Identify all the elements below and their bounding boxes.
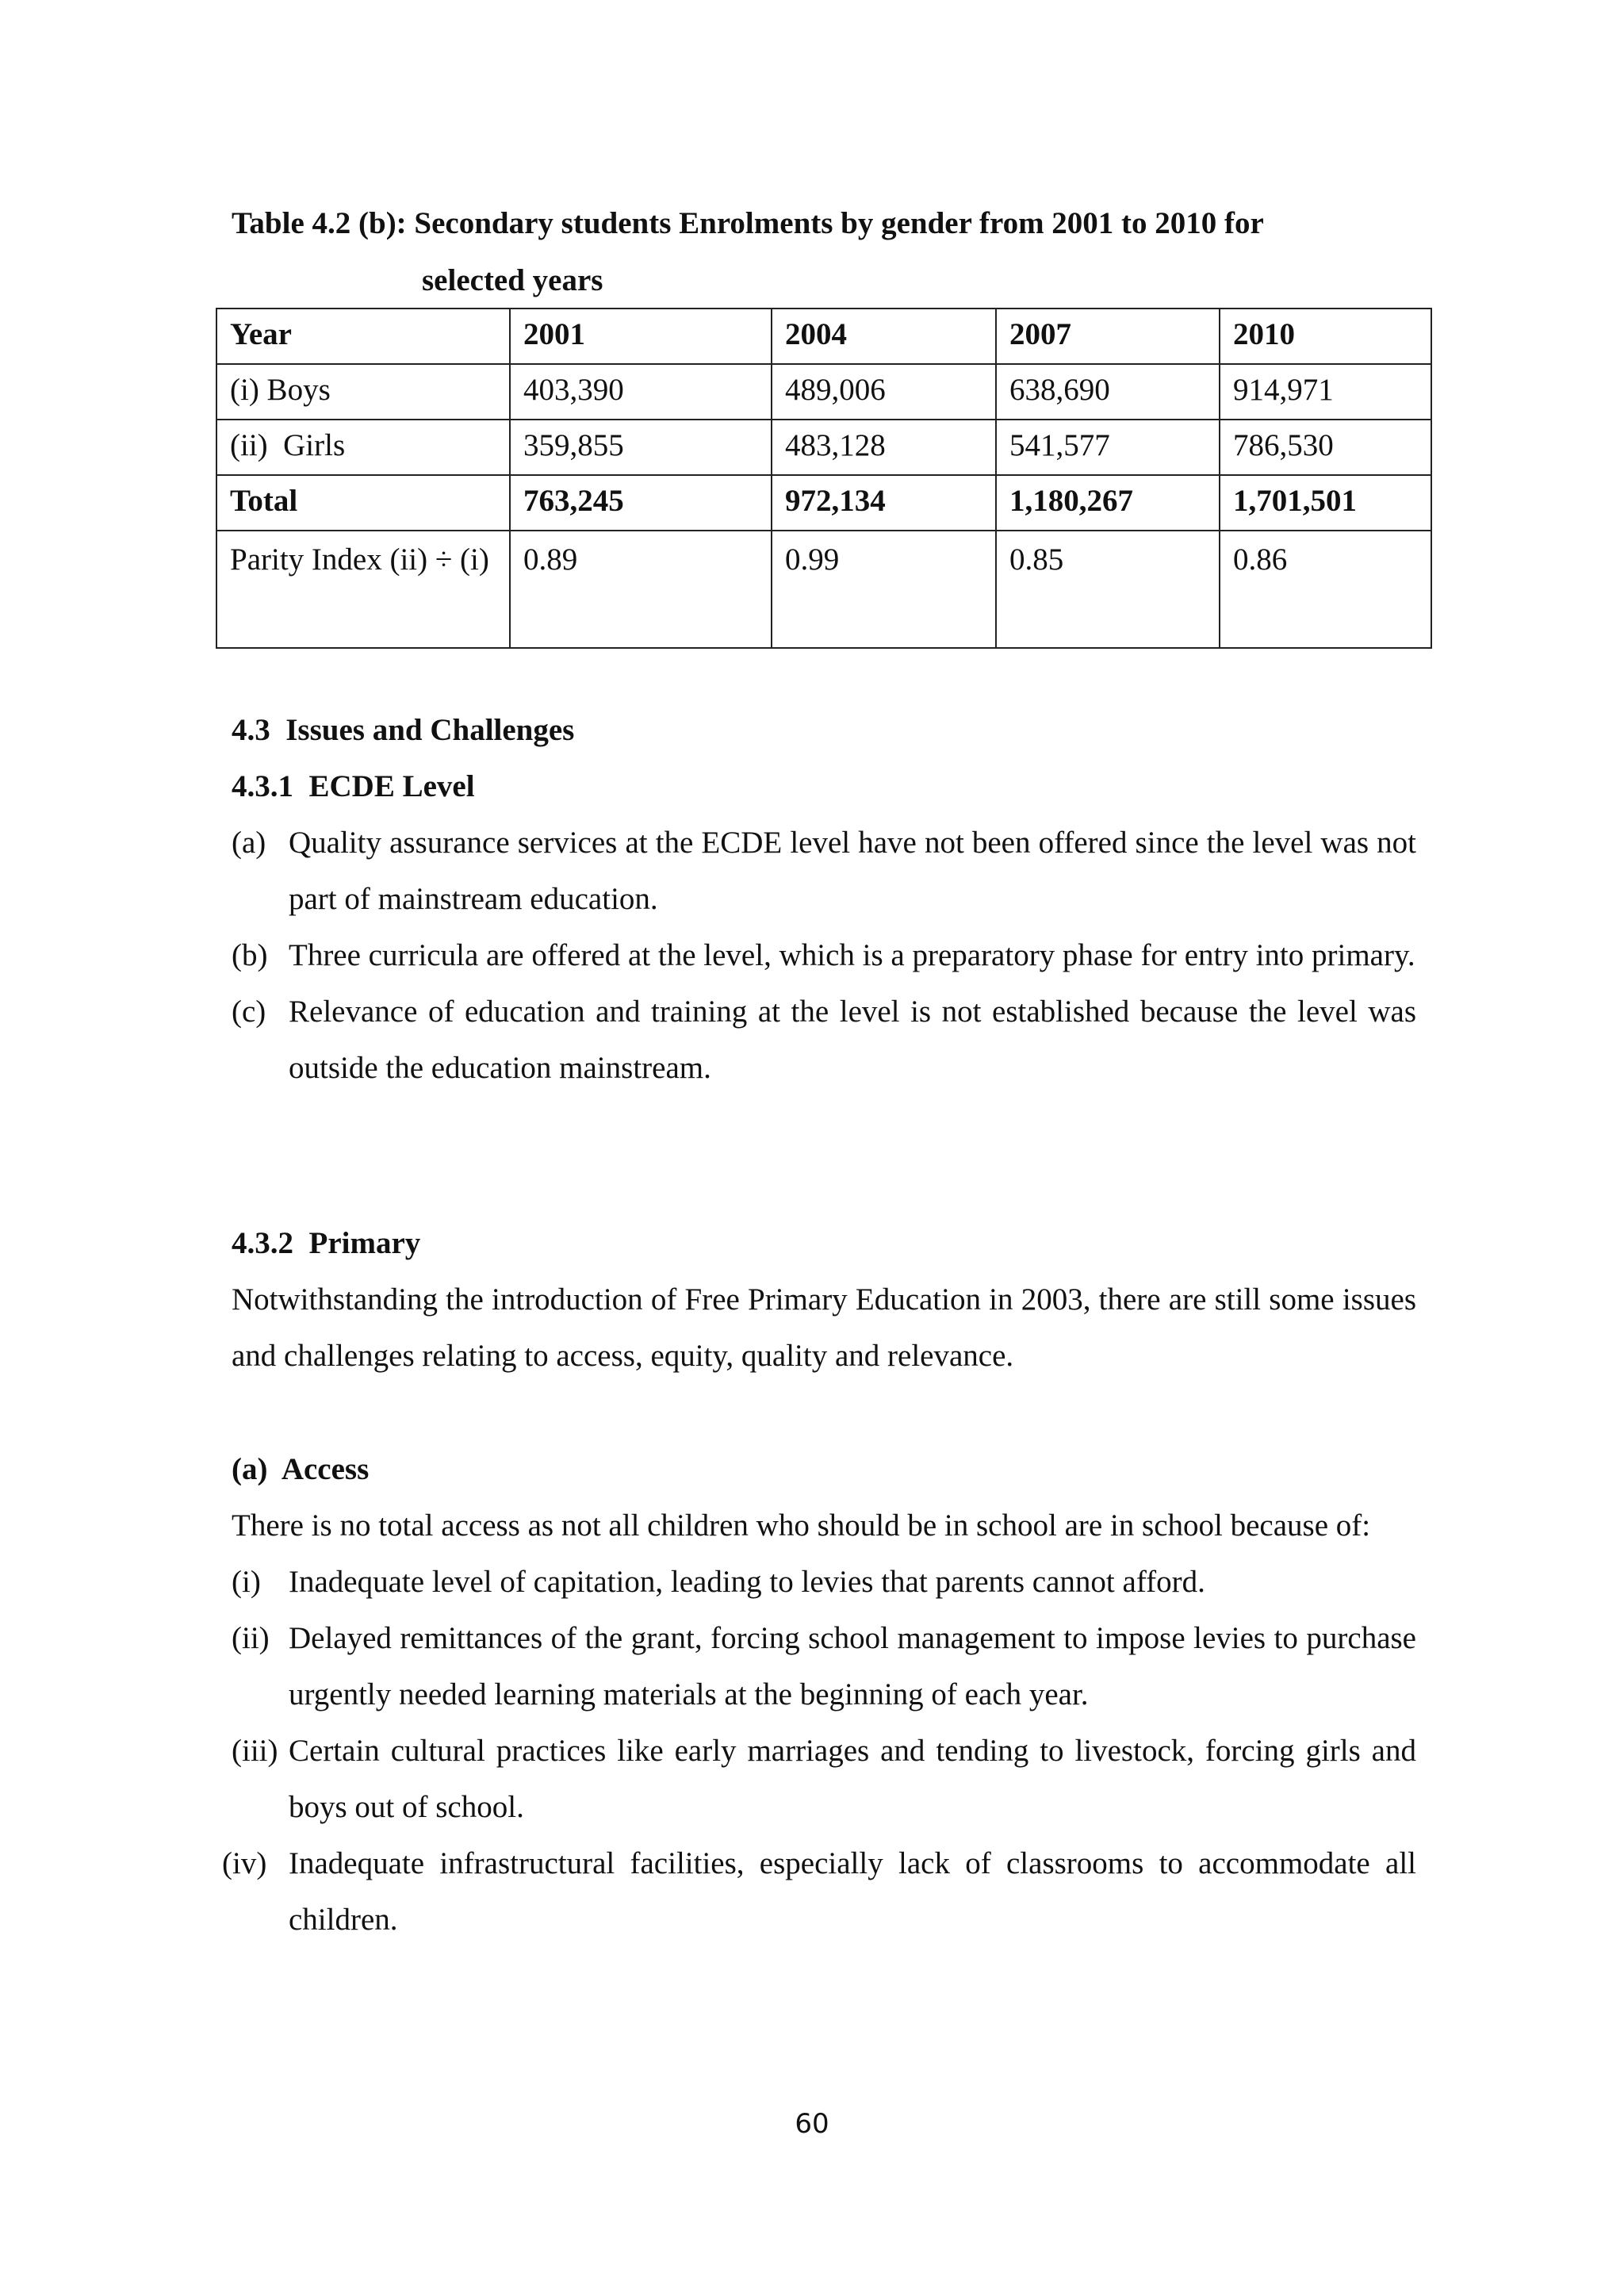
- list-item: [232, 983, 1416, 1096]
- table-row-girls: [216, 420, 1431, 475]
- header-cell: Year: [216, 309, 510, 364]
- access-heading: (a) Access: [232, 1452, 370, 1486]
- table-cell: Parity Index (ii) ÷ (i): [216, 531, 510, 648]
- table-cell: 0.99: [772, 531, 996, 648]
- header-cell: 2010: [1220, 309, 1431, 364]
- table-cell: 541,577: [996, 420, 1220, 475]
- table-header-row: [216, 309, 1431, 364]
- subsection-heading-primary: 4.3.2 Primary: [232, 1226, 421, 1260]
- list-item: [232, 1723, 1416, 1835]
- table-cell: (i) Boys: [216, 364, 510, 420]
- section-heading: 4.3 Issues and Challenges: [232, 713, 575, 747]
- list-item-text: Relevance of education and training at the level is not established because the level was outside the education mainstream.: [289, 995, 1416, 1085]
- table-caption-line2: selected years: [422, 263, 603, 297]
- list-item: [232, 927, 1416, 983]
- list-item: [232, 815, 1416, 927]
- list-item-label: (i): [232, 1565, 261, 1599]
- section-4-3: [232, 702, 1416, 1096]
- table-cell: Total: [216, 475, 510, 531]
- list-item-label: (iii): [232, 1734, 278, 1768]
- enrolment-table: [216, 308, 1432, 649]
- table-cell: 1,701,501: [1220, 475, 1431, 531]
- list-item-label: (c): [232, 995, 266, 1029]
- list-item-label: (ii): [232, 1621, 270, 1655]
- header-cell: 2007: [996, 309, 1220, 364]
- table-cell: (ii) Girls: [216, 420, 510, 475]
- list-item: [222, 1835, 1416, 1948]
- table-cell: 0.85: [996, 531, 1220, 648]
- table-cell: 483,128: [772, 420, 996, 475]
- table-cell: 914,971: [1220, 364, 1431, 420]
- table-cell: 786,530: [1220, 420, 1431, 475]
- primary-intro-paragraph: Notwithstanding the introduction of Free Primary Education in 2003, there are still some issues and challenges relating to access, equity, quality and relevance.: [232, 1282, 1416, 1373]
- list-item-text: Inadequate level of capitation, leading to levies that parents cannot afford.: [289, 1565, 1205, 1599]
- table-row-total: [216, 475, 1431, 531]
- table-cell: 0.89: [510, 531, 772, 648]
- page-number: 60: [795, 2108, 829, 2140]
- list-item-text: Delayed remittances of the grant, forcing school management to impose levies to purchase urgently needed learning materials at the beginning of each year.: [289, 1621, 1416, 1711]
- table-cell: 972,134: [772, 475, 996, 531]
- table-row-boys: [216, 364, 1431, 420]
- header-cell: 2001: [510, 309, 772, 364]
- table-cell: 403,390: [510, 364, 772, 420]
- table-caption: [232, 195, 1264, 309]
- list-item-text: Three curricula are offered at the level, which is a preparatory phase for entry into primary.: [289, 938, 1415, 972]
- list-item: [232, 1554, 1416, 1610]
- table-row-parity-index: [216, 531, 1431, 648]
- list-item-label: (iv): [222, 1846, 267, 1880]
- access-section: [222, 1441, 1416, 1948]
- list-item: [232, 1610, 1416, 1723]
- table-cell: 489,006: [772, 364, 996, 420]
- table-caption-line1: Table 4.2 (b): Secondary students Enrolments by gender from 2001 to 2010 for: [232, 206, 1264, 240]
- list-item-text: Certain cultural practices like early marriages and tending to livestock, forcing girls and boys out of school.: [289, 1734, 1416, 1824]
- table-cell: 0.86: [1220, 531, 1431, 648]
- subsection-heading-ecde: 4.3.1 ECDE Level: [232, 769, 475, 803]
- table-cell: 359,855: [510, 420, 772, 475]
- table-cell: 763,245: [510, 475, 772, 531]
- access-intro-paragraph: There is no total access as not all children who should be in school are in school because of:: [232, 1508, 1371, 1543]
- table-cell: 1,180,267: [996, 475, 1220, 531]
- list-item-text: Quality assurance services at the ECDE level have not been offered since the level was not part of mainstream education.: [289, 826, 1416, 916]
- section-4-3-2: [232, 1215, 1416, 1384]
- header-cell: 2004: [772, 309, 996, 364]
- list-item-label: (b): [232, 938, 268, 972]
- table-cell: 638,690: [996, 364, 1220, 420]
- list-item-label: (a): [232, 826, 266, 860]
- list-item-text: Inadequate infrastructural facilities, especially lack of classrooms to accommodate all children.: [289, 1846, 1416, 1937]
